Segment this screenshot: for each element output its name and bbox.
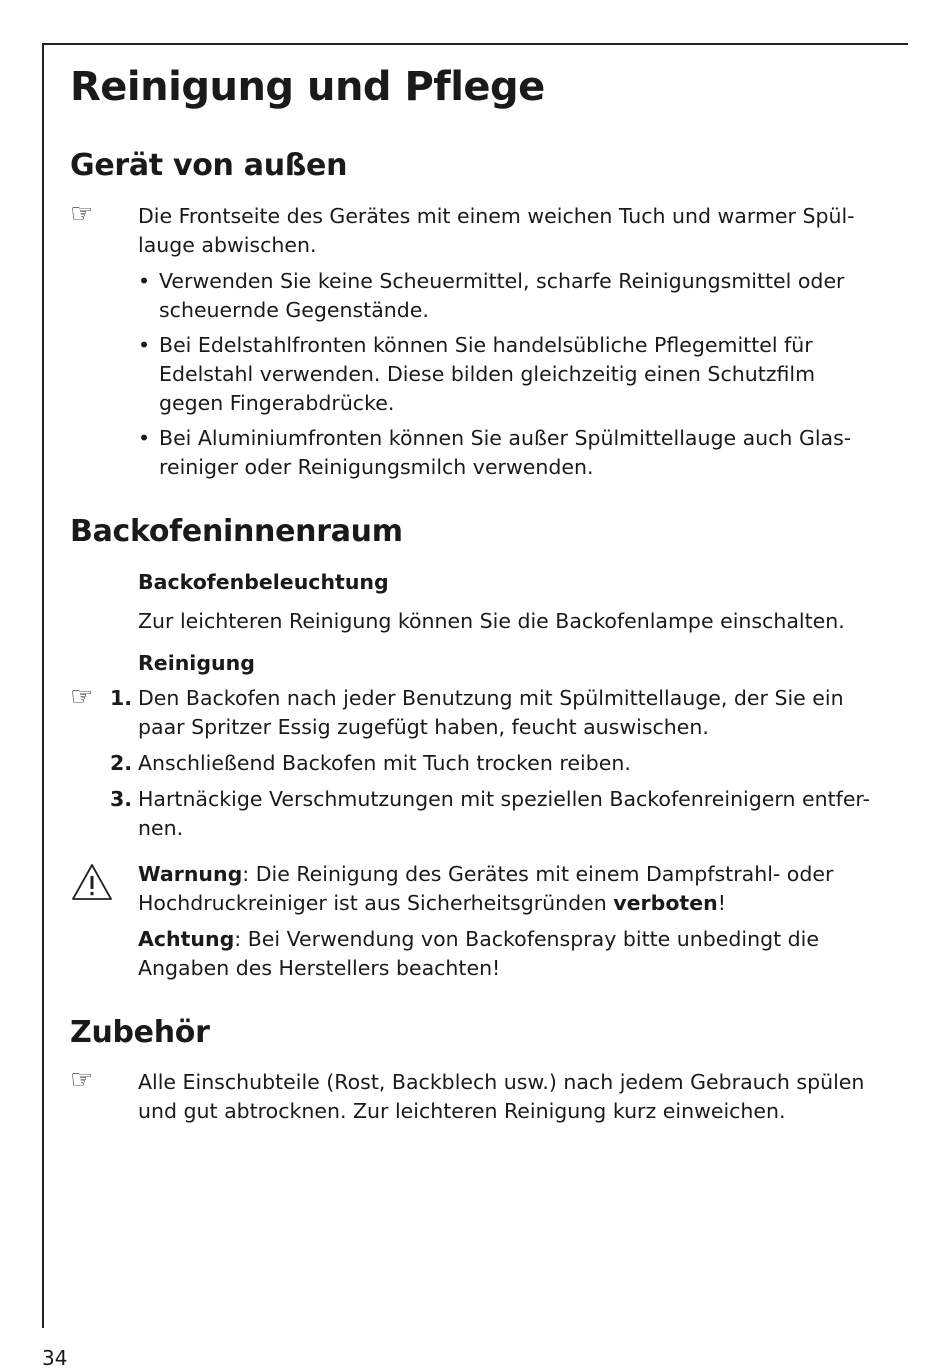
caution-label: Achtung xyxy=(138,927,235,951)
bullet-text: Bei Edelstahlfronten können Sie handelsübliche Pflegemittel für xyxy=(159,333,813,357)
caution-line: Angaben des Herstellers beachten! xyxy=(138,956,501,980)
warning-text: Hochdruckreiniger ist aus Sicherheitsgründen xyxy=(138,891,614,915)
accessories-text: Alle Einschubteile (Rost, Backblech usw.) nach jedem Gebrauch spülen xyxy=(138,1070,865,1094)
step-text: Den Backofen nach jeder Benutzung mit Spülmittellauge, der Sie ein xyxy=(138,686,844,710)
accessories-text: und gut abtrocknen. Zur leichteren Reinigung kurz einweichen. xyxy=(138,1099,786,1123)
warning-triangle-icon xyxy=(70,862,114,902)
warning-line xyxy=(138,860,833,889)
bullet-text: Edelstahl verwenden. Diese bilden gleichzeitig einen Schutzfilm xyxy=(159,362,816,386)
step-text: paar Spritzer Essig zugefügt haben, feucht auswischen. xyxy=(138,715,709,739)
caution-text: : Bei Verwendung von Backofenspray bitte unbedingt die xyxy=(234,927,819,951)
bullet-text: Verwenden Sie keine Scheuermittel, scharfe Reinigungsmittel oder xyxy=(159,269,845,293)
subheading-cleaning: Reinigung xyxy=(138,651,255,675)
subheading-lighting: Backofenbeleuchtung xyxy=(138,570,389,594)
page-title: Reinigung und Pflege xyxy=(70,64,545,110)
step-text: nen. xyxy=(138,816,184,840)
warning-text: ! xyxy=(717,891,726,915)
pointing-hand-icon: ☞ xyxy=(70,682,94,712)
page-frame-top xyxy=(42,43,908,45)
caution-line xyxy=(138,925,819,954)
page-frame-left xyxy=(42,43,44,1328)
page-number: 34 xyxy=(42,1346,68,1370)
bullet-text: Bei Aluminiumfronten können Sie außer Spülmittellauge auch Glas- xyxy=(159,426,852,450)
bullet-text: scheuernde Gegenstände. xyxy=(159,298,429,322)
instruction-line: lauge abwischen. xyxy=(138,233,317,257)
bullet-icon: • xyxy=(138,426,151,450)
bullet-text: reiniger oder Reinigungsmilch verwenden. xyxy=(159,455,594,479)
step-number: 3. xyxy=(109,787,132,811)
step-text: Anschließend Backofen mit Tuch trocken reiben. xyxy=(138,751,631,775)
pointing-hand-icon: ☞ xyxy=(70,199,94,229)
step-number: 2. xyxy=(109,751,132,775)
section-heading-exterior: Gerät von außen xyxy=(70,148,348,183)
bullet-icon: • xyxy=(138,333,151,357)
warning-text: : Die Reinigung des Gerätes mit einem Dampfstrahl- oder xyxy=(242,862,834,886)
lighting-text: Zur leichteren Reinigung können Sie die Backofenlampe einschalten. xyxy=(138,609,845,633)
bullet-text: gegen Fingerabdrücke. xyxy=(159,391,395,415)
instruction-line: Die Frontseite des Gerätes mit einem weichen Tuch und warmer Spül- xyxy=(138,204,855,228)
warning-emphasis: verboten xyxy=(613,891,718,915)
section-heading-interior: Backofeninnenraum xyxy=(70,514,403,549)
warning-line xyxy=(138,889,726,918)
pointing-hand-icon: ☞ xyxy=(70,1065,94,1095)
step-text: Hartnäckige Verschmutzungen mit speziellen Backofenreinigern entfer- xyxy=(138,787,870,811)
bullet-icon: • xyxy=(138,269,151,293)
step-number: 1. xyxy=(109,686,132,710)
warning-label: Warnung xyxy=(138,862,243,886)
section-heading-accessories: Zubehör xyxy=(70,1015,210,1050)
